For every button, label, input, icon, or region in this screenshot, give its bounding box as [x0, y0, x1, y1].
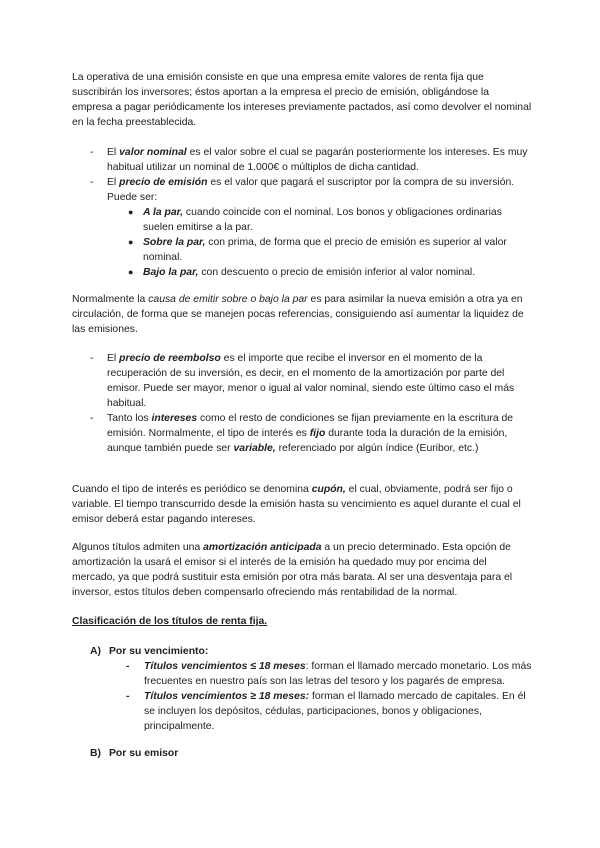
bullet-bajo-la-par: ● Bajo la par, con descuento o precio de emisión inferior al valor nominal.: [128, 267, 476, 278]
term-short-term: Títulos vencimientos ≤ 18 meses: [144, 661, 306, 672]
list-item-valor-nominal: - El valor nominal es el valor sobre el cual se pagarán posteriormente los intereses. Es muy habitual utilizar un nominal de 1.000€ o múltiplos de dicha cantidad.: [90, 147, 528, 173]
reimbursement-interest-list: [72, 351, 532, 456]
section-a-title: A) Por su vencimiento:: [90, 646, 209, 657]
bullet-marker: ●: [128, 267, 134, 277]
dash-marker: -: [126, 661, 130, 672]
term-precio-reembolso: precio de reembolso: [119, 353, 221, 364]
par-explanation-paragraph: Normalmente la causa de emitir sobre o bajo la par es para asimilar la nueva emisión a otra ya en circulación, de forma que se manejen pocas referencias, consiguiendo así aumentar la liquidez de las emisiones.: [72, 294, 524, 335]
intro-paragraph: La operativa de una emisión consiste en que una empresa emite valores de renta fija que suscribirán los inversores; éstos aportan a la empresa el precio de emisión, obligándose la empresa a pagar periódicamente los intereses previamente pactados, así como devolver el nominal en la fecha preestablecida.: [72, 72, 532, 128]
list-item-precio-reembolso: - El precio de reembolso es el importe que recibe el inversor en el momento de la recuperación de su inversión, es decir, en el momento de la amortización por parte del emisor. Puede ser mayor, menor o igual al valor nominal, siendo este último caso el más habitual.: [90, 353, 515, 409]
emission-price-types: [72, 205, 532, 280]
term-variable: variable,: [233, 443, 276, 454]
classification-heading: Clasificación de los títulos de renta fija.: [72, 616, 268, 627]
bullet-a-la-par: ● A la par, cuando coincide con el nominal. Los bonos y obligaciones ordinarias suelen emitirse a la par.: [128, 207, 502, 233]
term-precio-emision: precio de emisión: [119, 177, 208, 188]
list-item-intereses: - Tanto los intereses como el resto de condiciones se fijan previamente en la escritura de emisión. Normalmente, el tipo de interés es fijo durante toda la duración de la emisión, aunque también puede ser variable, referenciado por algún índice (Euribor, etc.): [90, 413, 514, 454]
dash-marker: -: [90, 147, 94, 158]
section-b-title: B) Por su emisor: [90, 748, 179, 759]
maturity-list: [126, 659, 536, 734]
term-amortizacion-anticipada: amortización anticipada: [203, 542, 322, 553]
bullet-marker: ●: [128, 207, 134, 217]
early-amortization-paragraph: Algunos títulos admiten una amortización anticipada a un precio determinado. Esta opción de amortización la usará el emisor si el interés de la emisión ha quedado muy por encima del mercado, ya que podrá sustituir esta emisión por otra más barata. Al ser una desventaja para el inversor, estos títulos deben compensarlo ofreciendo más rentabilidad de la normal.: [72, 542, 513, 598]
term-fijo: fijo: [309, 428, 326, 439]
dash-marker: -: [90, 413, 94, 424]
bullet-sobre-la-par: ● Sobre la par, con prima, de forma que el precio de emisión es superior al valor nominal.: [128, 237, 507, 263]
bullet-marker: ●: [128, 237, 134, 247]
dash-marker: -: [90, 177, 94, 188]
dash-marker: -: [90, 353, 94, 364]
list-item-long-term: - Títulos vencimientos ≥ 18 meses: forman el llamado mercado de capitales. En él se incluyen los depósitos, cédulas, participaciones, bonos y obligaciones, principalmente.: [126, 691, 526, 732]
nominal-emission-list: [72, 145, 532, 280]
term-valor-nominal: valor nominal: [119, 147, 187, 158]
term-long-term: Títulos vencimientos ≥ 18 meses:: [144, 691, 310, 702]
list-item-short-term: - Títulos vencimientos ≤ 18 meses: forman el llamado mercado monetario. Los más frecuentes en nuestro país son las letras del tesoro y los pagarés de empresa.: [126, 661, 532, 687]
coupon-paragraph: Cuando el tipo de interés es periódico se denomina cupón, el cual, obviamente, podrá ser fijo o variable. El tiempo transcurrido desde la emisión hasta su vencimiento es aquel durante el cual el emisor deberá estar pagando intereses.: [72, 484, 521, 525]
term-intereses: intereses: [151, 413, 198, 424]
term-cupon: cupón,: [311, 484, 346, 495]
italic-phrase: causa de emitir sobre o bajo la par: [148, 294, 308, 305]
list-item-precio-emision: - El precio de emisión es el valor que pagará el suscriptor por la compra de su inversión. Puede ser:: [90, 177, 515, 203]
dash-marker: -: [126, 691, 130, 702]
